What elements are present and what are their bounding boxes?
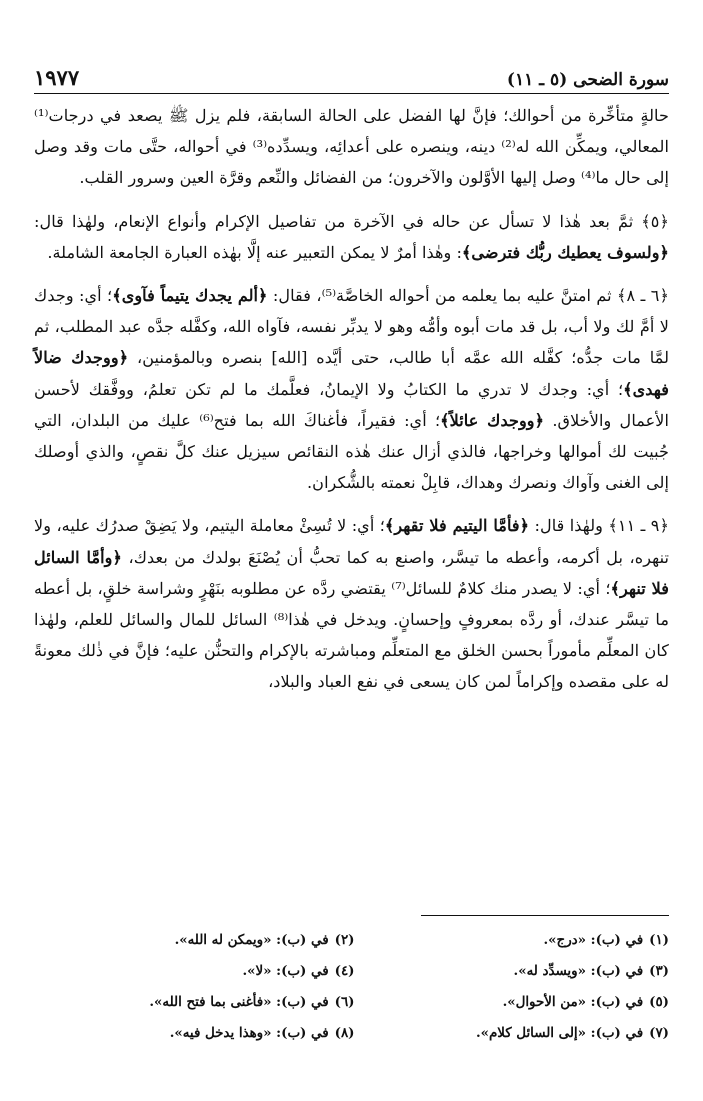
footnote-number: (٨) <box>334 1025 355 1041</box>
footnote-divider <box>421 915 669 916</box>
text-segment: ؛ أي: لا يصدر منك كلامٌ للسائل⁽⁷⁾ يقتضي ردَّه عن مطلوبه بنَهْرٍ وشراسة خلقٍ، بل أعطه ما تيسَّر عندك، أو ردَّه بمعروفٍ وإحسانٍ. ويدخل في هٰذا⁽⁸⁾ السائل للمال والسائل للعلم، ولهٰذا كان المعلِّم مأموراً بحسن الخلق مع المتعلِّم ومباشرته بالإكرام والتحنُّن عليه؛ فإنَّ في ذٰلك معونةً له على مقصده وإكراماً لمن كان يسعى في نفع العباد والبلاد، <box>34 578 669 692</box>
footnote-text: في (ب): «درج». <box>543 932 644 948</box>
text-segment: ﴿٩ ـ ١١﴾ ولهٰذا قال: <box>529 516 669 536</box>
body-text <box>34 100 669 710</box>
text-segment: ؛ أي: وجدك لا أمَّ لك ولا أب، بل قد مات أبوه وأمُّه وهو لا يدبِّر نفسه، فآواه الله، وكفَّله جدَّه عبد المطلب، ثم لمَّا مات جدُّه؛ كفَّله الله عمَّه أبا طالب، حتى أيَّده [الله] بنصره وبالمؤمنين، <box>34 286 670 368</box>
footnote-number: (٥) <box>649 994 669 1010</box>
paragraph <box>34 206 669 268</box>
footnote-text: في (ب): «لا». <box>242 963 329 979</box>
footnote-text: في (ب): «ويسدِّد له». <box>513 963 644 979</box>
paragraph <box>34 100 669 194</box>
page-number: ١٩٧٧ <box>34 65 80 90</box>
footnote-text: في (ب): «فأغنى بما فتح الله». <box>149 994 329 1010</box>
footnote <box>375 988 670 1017</box>
footnote <box>60 988 355 1017</box>
footnote <box>60 1019 355 1048</box>
quran-verse: ﴿ولسوف يعطيك ربُّك فترضى﴾ <box>461 242 669 262</box>
text-segment: ؛ أي: لا تُسِئْ معاملة اليتيم، ولا يَضِقْ صدرُك عليه، ولا تنهره، بل أكرمه، وأعطه ما تيسَّر، واصنع به كما تحبُّ أن يُصْنَعَ بولدك من بعدك، <box>34 516 669 567</box>
footnote-number: (٧) <box>649 1025 669 1041</box>
footnote-number: (٦) <box>334 994 355 1010</box>
text-segment: : وهٰذا أمرٌ لا يمكن التعبير عنه إلَّا بهٰذه العبارة الجامعة الشاملة. <box>47 242 462 262</box>
header-divider <box>34 93 669 94</box>
paragraph <box>34 280 669 498</box>
quran-verse: ﴿وأمَّا السائل فلا تنهر﴾ <box>34 547 669 598</box>
footnote <box>60 926 355 955</box>
text-segment: حالةٍ متأخِّرة من أحوالك؛ فإنَّ لها الفضل على الحالة السابقة، فلم يزل ﷺ يصعد في درجات⁽¹⁾ المعالي، ويمكِّن الله له⁽²⁾ دينه، وينصره على أعدائِه، ويسدِّده⁽³⁾ في أحواله، حتَّى مات وقد وصل إلى حال ما⁽⁴⁾ وصل إليها الأوَّلون والآخرون؛ من الفضائل والنِّعم وقرَّة العين وسرور القلب. <box>34 106 669 188</box>
paragraph <box>34 510 669 697</box>
footnote-text: في (ب): «ويمكن له الله». <box>174 932 329 948</box>
text-segment: ؛ أي: فقيراً، فأغناكَ الله بما فتح⁽⁶⁾ عليك من البلدان، التي جُبيت لك أموالها وخراجها، فالذي أزال عنك هٰذه النقائص سيزيل عنك كلَّ نقصٍ، والذي أوصلك إلى الغنى وآواك ونصرك وهداك، قابِلْ نعمته بالشُّكران. <box>34 410 669 493</box>
text-segment: ﴿٦ ـ ٨﴾ ثم امتنَّ عليه بما يعلمه من أحواله الخاصَّة⁽⁵⁾، فقال: <box>267 286 669 306</box>
footnote-number: (١) <box>649 932 669 948</box>
footnotes <box>60 926 669 1048</box>
footnote-text: في (ب): «من الأحوال». <box>502 994 644 1010</box>
footnote-text: في (ب): «وهذا يدخل فيه». <box>169 1025 329 1041</box>
footnote-text: في (ب): «إلى السائل كلام». <box>475 1025 644 1041</box>
text-segment: ؛ أي: وجدك لا تدري ما الكتابُ ولا الإيمانُ، فعلَّمك ما لم تكن تعلمُ، ووفَّقك لأحسن الأعمال والأخلاق. <box>34 379 670 430</box>
page-header <box>34 60 669 90</box>
footnote <box>60 957 355 986</box>
footnote-number: (٣) <box>649 963 669 979</box>
quran-verse: ﴿ووجدك ضالاً فهدى﴾ <box>34 348 669 399</box>
footnote-number: (٢) <box>334 932 355 948</box>
quran-verse: ﴿فأمَّا اليتيم فلا تقهر﴾ <box>384 516 530 536</box>
footnote <box>375 1019 670 1048</box>
footnote <box>375 957 670 986</box>
text-segment: ﴿٥﴾ ثمَّ بعد هٰذا لا تسأل عن حاله في الآخرة من تفاصيل الإكرام وأنواع الإنعام، ولهٰذا قال: <box>34 211 669 231</box>
quran-verse: ﴿ووجدك عائلاً﴾ <box>440 410 545 430</box>
quran-verse: ﴿ألم يجدك يتيماً فآوى﴾ <box>112 286 268 306</box>
footnote <box>375 926 670 955</box>
footnote-number: (٤) <box>334 963 355 979</box>
running-title: سورة الضحى (٥ ـ ١١) <box>506 70 669 90</box>
